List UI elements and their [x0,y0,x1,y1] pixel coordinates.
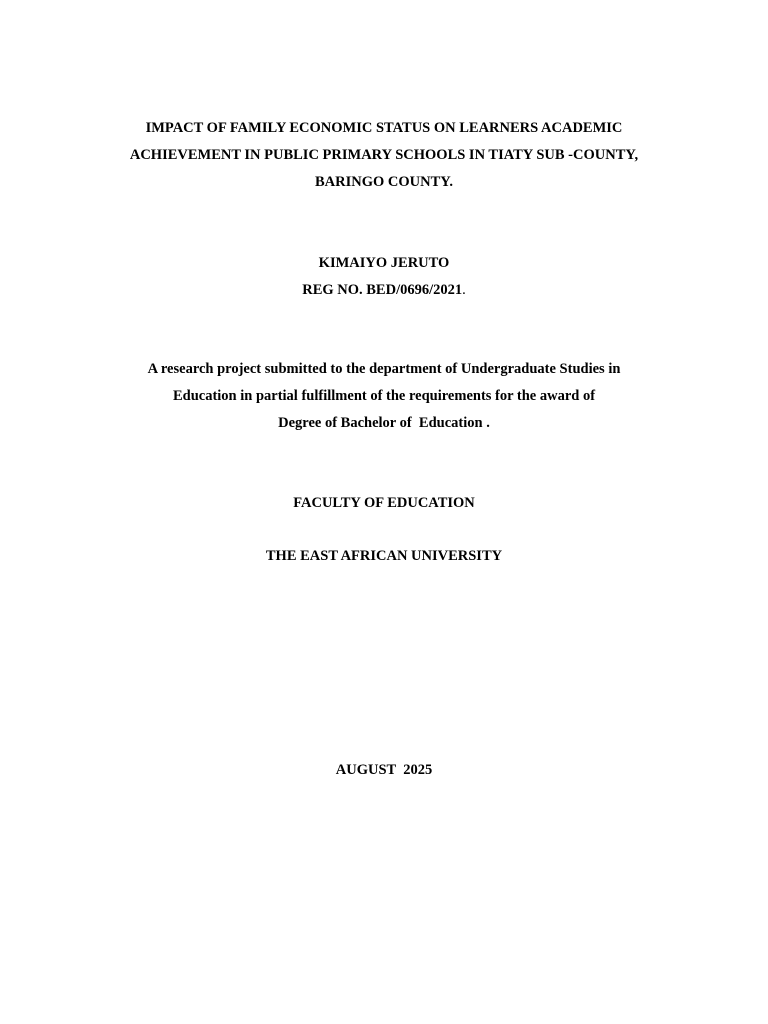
statement-line-3: Degree of Bachelor of Education . [278,415,490,431]
author-name: KIMAIYO JERUTO [318,255,450,271]
title-line-3: BARINGO COUNTY. [314,174,454,190]
statement-line-2: Education in partial fulfillment of the requirements for the award of [172,388,596,404]
registration-number-text: REG NO. BED/0696/2021 [302,282,463,298]
registration-number [0,280,768,300]
title-line-2: ACHIEVEMENT IN PUBLIC PRIMARY SCHOOLS IN TIATY SUB -COUNTY, [129,147,639,163]
registration-number-period: . [462,282,466,298]
title-line-1: IMPACT OF FAMILY ECONOMIC STATUS ON LEARNERS ACADEMIC [145,120,623,136]
university-name: THE EAST AFRICAN UNIVERSITY [265,548,503,564]
statement-line-1: A research project submitted to the department of Undergraduate Studies in [147,361,621,377]
submission-date: AUGUST 2025 [335,762,433,778]
faculty-name: FACULTY OF EDUCATION [293,495,475,511]
